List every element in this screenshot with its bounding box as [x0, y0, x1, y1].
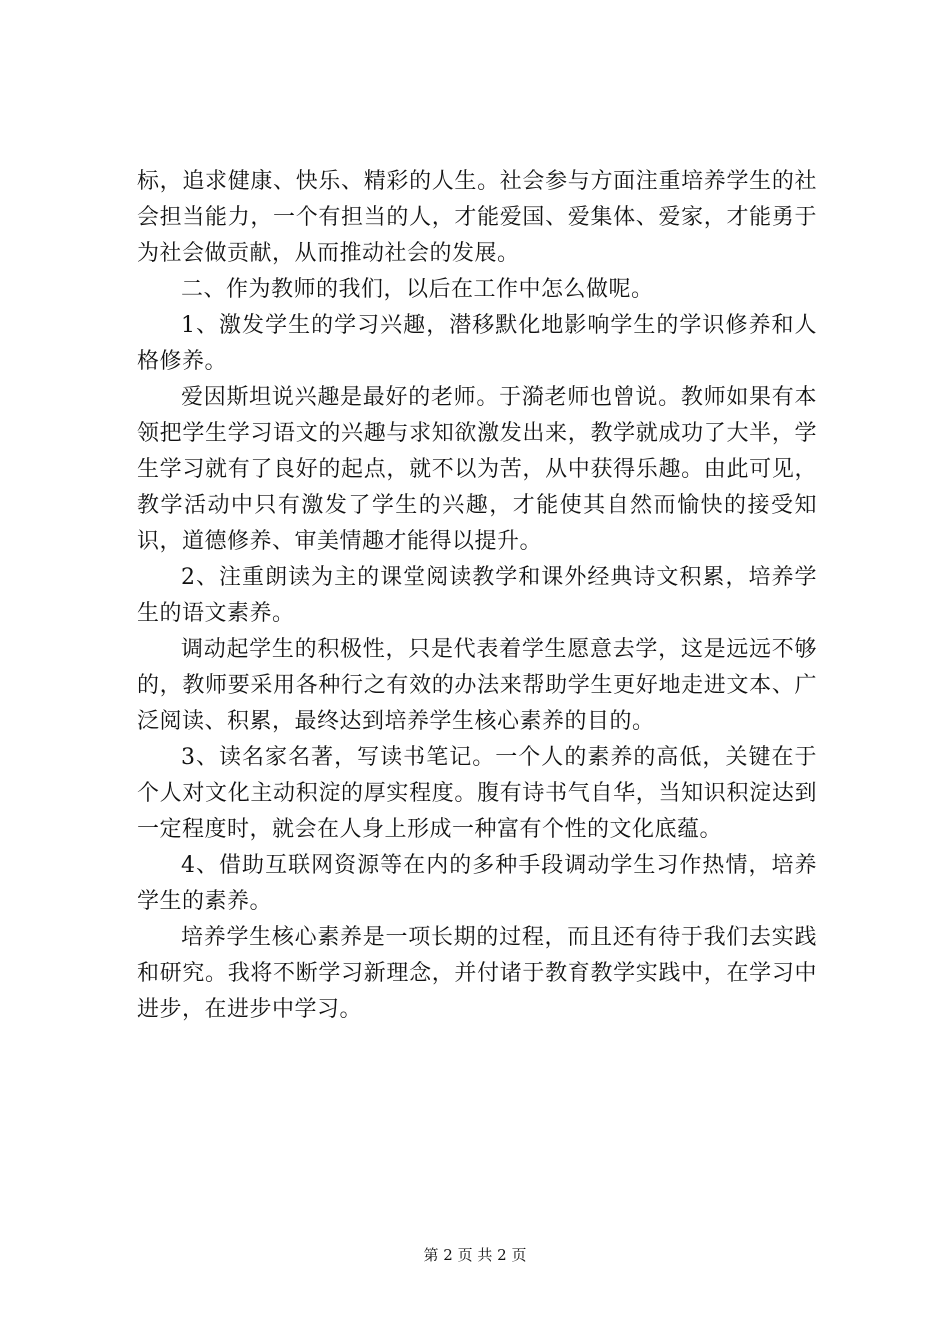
point-4-heading: 4、借助互联网资源等在内的多种手段调动学生习作热情，培养学生的素养。 — [137, 853, 817, 914]
paragraph-continuation: 标，追求健康、快乐、精彩的人生。社会参与方面注重培养学生的社会担当能力，一个有担当的人，才能爱国、爱集体、爱家，才能勇于为社会做贡献，从而推动社会的发展。 — [137, 169, 817, 266]
point-2-body: 调动起学生的积极性，只是代表着学生愿意去学，这是远远不够的，教师要采用各种行之有效的办法来帮助学生更好地走进文本、广泛阅读、积累，最终达到培养学生核心素养的目的。 — [137, 637, 817, 734]
point-2-heading: 2、注重朗读为主的课堂阅读教学和课外经典诗文积累，培养学生的语文素养。 — [137, 565, 817, 626]
section-heading-2: 二、作为教师的我们，以后在工作中怎么做呢。 — [181, 277, 654, 302]
page-number-label: 第 2 页 共 2 页 — [423, 1246, 527, 1264]
page-footer — [0, 1245, 950, 1265]
conclusion-paragraph: 培养学生核心素养是一项长期的过程，而且还有待于我们去实践和研究。我将不断学习新理念，并付诸于教育教学实践中，在学习中进步，在进步中学习。 — [137, 925, 817, 1022]
point-1-heading: 1、激发学生的学习兴趣，潜移默化地影响学生的学识修养和人格修养。 — [137, 313, 817, 374]
point-3-paragraph: 3、读名家名著，写读书笔记。一个人的素养的高低，关键在于个人对文化主动积淀的厚实程度。腹有诗书气自华，当知识积淀达到一定程度时，就会在人身上形成一种富有个性的文化底蕴。 — [137, 745, 817, 842]
point-1-body: 爱因斯坦说兴趣是最好的老师。于漪老师也曾说。教师如果有本领把学生学习语文的兴趣与求知欲激发出来，教学就成功了大半，学生学习就有了良好的起点，就不以为苦，从中获得乐趣。由此可见，教学活动中只有激发了学生的兴趣，才能使其自然而愉快的接受知识，道德修养、审美情趣才能得以提升。 — [137, 385, 817, 554]
document-body — [137, 164, 817, 1028]
